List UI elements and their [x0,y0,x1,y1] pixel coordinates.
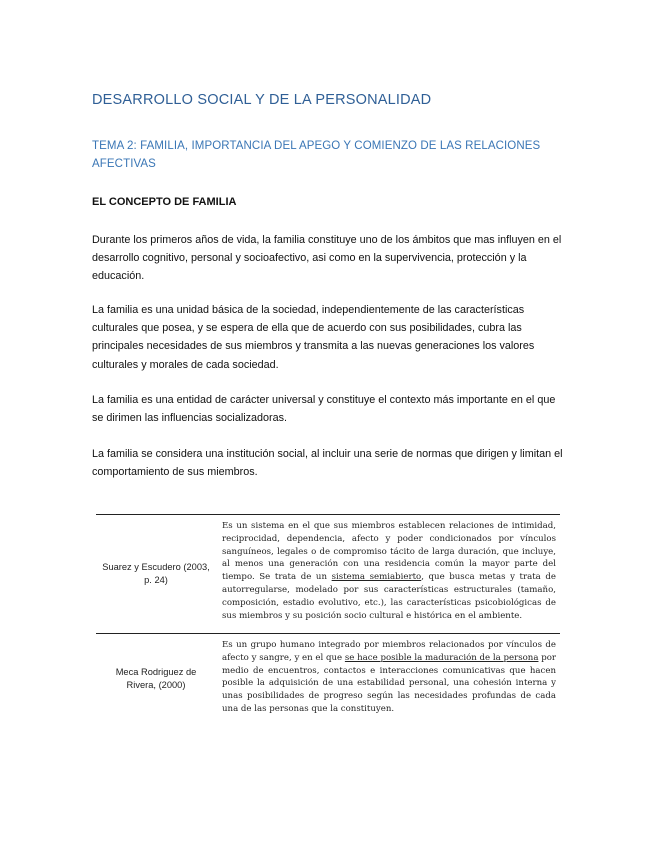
definition-underlined-text: se hace posible la maduración de la persona [344,652,539,663]
document-title: DESARROLLO SOCIAL Y DE LA PERSONALIDAD [92,92,432,108]
paragraph-1: Durante los primeros años de vida, la familia constituye uno de los ámbitos que mas influyen en el desarrollo cognitivo, personal y socioafectivo, asi como en la supervivencia, protección y la educación. [92,234,562,283]
definitions-table [96,514,560,724]
section-heading: EL CONCEPTO DE FAMILIA [92,196,237,208]
definition-source: Meca Rodriguez de Rivera, (2000) [115,667,197,690]
definition-text-part: Es un grupo humano integrado por miembros relacionados por vínculos de afecto y sangre, y en el que [222,640,556,663]
paragraph-2: La familia es una unidad básica de la sociedad, independientemente de las características culturales que posea, y se espera de ella que de acuerdo con sus posibilidades, cubra las principales necesidades de sus miembros y transmita a las nuevas generaciones los valores culturales y morales de cada sociedad. [92,304,535,371]
paragraph-3: La familia es una entidad de carácter universal y constituye el contexto más importante en el que se dirimen las influencias socializadoras. [92,394,556,425]
document-subtitle: TEMA 2: FAMILIA, IMPORTANCIA DEL APEGO Y COMIENZO DE LAS RELACIONES AFECTIVAS [92,140,541,170]
definition-text-part: , que busca metas y trata de autorregularse, modelado por sus características estructurales (tamaño, composición, estadio evolutivo, etc.), las características psicobiológicas de sus miembros y su posición socio cultural e histórica en el ambiente. [222,572,556,621]
table-row [96,634,560,724]
definition-text [216,634,560,724]
definition-underlined-text: sistema semiabierto [331,572,422,583]
paragraph-4: La familia se considera una institución social, al incluir una serie de normas que dirigen y limitan el comportamiento de sus miembros. [92,448,563,479]
definition-text-part: Es un sistema en el que sus miembros establecen relaciones de intimidad, reciprocidad, dependencia, afecto y poder condicionados por vínculos sanguíneos, legales o de compromiso tácito de larga duración, que incluye, al menos una generación con una residencia común la mayor parte del tiempo. Se trata de un [222,521,556,583]
definition-text-part: por medio de encuentros, contactos e interacciones comunicativas que hacen posible la adquisición de una estabilidad personal, una cohesión interna y unas posibilidades de progreso según las necesidades profundas de cada una de las personas que la constituyen. [222,652,557,714]
definition-source: Suarez y Escudero (2003, p. 24) [102,562,210,585]
definition-text [216,515,560,633]
table-row [96,515,560,634]
